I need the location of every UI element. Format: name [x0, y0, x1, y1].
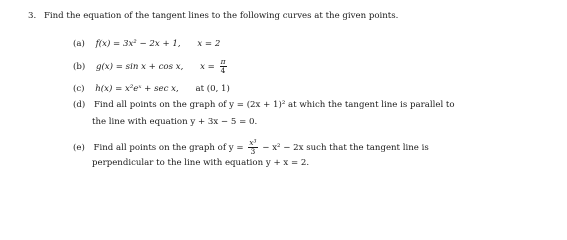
- item-point: x = 2: [197, 39, 221, 49]
- item-d-line1: [73, 100, 455, 110]
- item-b: [73, 58, 229, 75]
- item-label: (e): [73, 143, 85, 153]
- item-e-line2: [92, 158, 309, 168]
- item-text: the line with equation y + 3x − 5 = 0.: [92, 117, 258, 127]
- item-text: perpendicular to the line with equation y + x = 2.: [92, 158, 310, 168]
- fraction-numerator: x³: [249, 138, 257, 147]
- item-text: Find all points on the graph of y =: [93, 143, 244, 153]
- item-label: (c): [73, 84, 85, 94]
- problem-number: 3.: [28, 11, 37, 21]
- item-expression: h(x) = x²eˣ + sec x,: [95, 84, 179, 94]
- item-label: (d): [73, 100, 86, 110]
- fraction-denominator: 3: [250, 147, 256, 156]
- item-point-fraction: [220, 58, 227, 75]
- item-expression: f(x) = 3x² − 2x + 1,: [95, 39, 181, 49]
- problem-prompt: Find the equation of the tangent lines to the following curves at the given points.: [43, 11, 399, 21]
- item-label: (b): [73, 62, 86, 72]
- item-d-line2: [92, 117, 257, 127]
- problem-header: [28, 11, 398, 21]
- item-label: (a): [73, 39, 85, 49]
- item-a: [73, 39, 220, 49]
- fraction-denominator: 4: [220, 66, 226, 75]
- item-point: at (0, 1): [195, 84, 230, 94]
- item-text: Find all points on the graph of y = (2x + 1)² at which the tangent line is parallel to: [93, 100, 455, 110]
- item-c: [73, 84, 230, 94]
- item-e-line1: [73, 139, 429, 156]
- item-expression: g(x) = sin x + cos x,: [95, 62, 184, 72]
- fraction-numerator: π: [220, 57, 226, 66]
- item-fraction: [248, 139, 257, 156]
- item-point-lhs: x =: [200, 62, 215, 72]
- item-text: − x² − 2x such that the tangent line is: [262, 143, 429, 153]
